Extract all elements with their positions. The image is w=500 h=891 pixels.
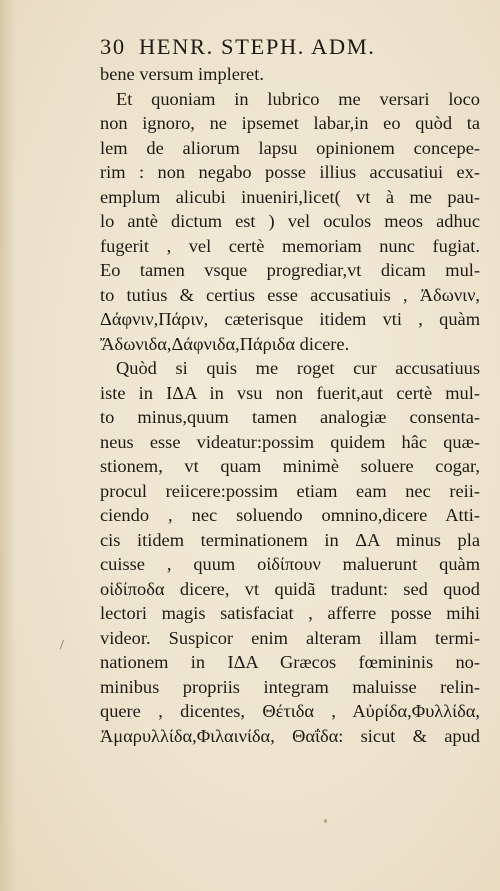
text-line: lem de aliorum lapsu opinionem concepe- <box>100 137 480 158</box>
text-line: stionem, vt quam minimè soluere cogar, <box>100 456 480 476</box>
text-line: fugerit , vel certè memoriam nunc fugiat. <box>100 235 480 256</box>
text-block <box>100 62 480 748</box>
paper-speck <box>324 819 327 823</box>
text-line: Eo tamen vsque progrediar,vt dicam mul- <box>100 260 480 280</box>
text-line: bene versum impleret. <box>100 64 264 84</box>
text-line: emplum alicubi inueniri,licet( vt à me pau- <box>100 186 480 207</box>
text-line: οἰδίποδα dicere, vt quidã tradunt: sed quod <box>100 578 480 599</box>
text-line: lo antè dictum est ) vel oculos meos adhuc <box>100 211 480 231</box>
margin-note: / <box>60 638 64 653</box>
text-line: cis itidem terminationem in ΔΑ minus pla <box>100 529 480 550</box>
text-line: lectori magis satisfaciat , afferre posse mihi <box>100 603 480 623</box>
text-line: Δάφνιν,Πάριν, cæterisque itidem vti , quàm <box>100 309 480 329</box>
text-line: neus esse videatur:possim quidem hâc quæ- <box>100 431 480 452</box>
text-line: Quòd si quis me roget cur accusatiuus <box>116 358 480 378</box>
text-line: to tutius & certius esse accusatiuis , Ἀδωνιν, <box>100 284 480 305</box>
page-gutter-shadow <box>0 0 16 891</box>
text-line: iste in ΙΔΑ in vsu non fuerit,aut certè mul- <box>100 382 480 403</box>
running-title: HENR. STEPH. ADM. <box>138 34 376 59</box>
text-line: Ἀμαρυλλίδα,Φιλαινίδα, Θαΐδα: sicut & apud <box>100 725 480 746</box>
text-line: procul reiicere:possim etiam eam nec reii- <box>100 480 480 501</box>
text-line: rim : non negabo posse illius accusatiui ex- <box>100 162 480 182</box>
text-line: quere , dicentes, Θέτιδα , Αὐρίδα,Φυλλίδα, <box>100 701 480 721</box>
text-line: ciendo , nec soluendo omnino,dicere Atti- <box>100 505 480 525</box>
text-line: Et quoniam in lubrico me versari loco <box>116 88 480 109</box>
text-line: to minus,quum tamen analogiæ consenta- <box>100 407 480 427</box>
text-line: videor. Suspicor enim alteram illam termi- <box>100 627 480 648</box>
text-line: non ignoro, ne ipsemet labar,in eo quòd ta <box>100 113 480 133</box>
text-line: nationem in ΙΔΑ Græcos fœmininis no- <box>100 652 480 672</box>
running-header <box>100 34 480 60</box>
text-line: cuisse , quum οἰδίπουν maluerunt quàm <box>100 554 480 574</box>
page-number: 30 <box>100 34 126 59</box>
text-line: Ἄδωνιδα,Δάφνιδα,Πάριδα dicere. <box>100 333 350 354</box>
text-line: minibus propriis integram maluisse relin- <box>100 676 480 697</box>
